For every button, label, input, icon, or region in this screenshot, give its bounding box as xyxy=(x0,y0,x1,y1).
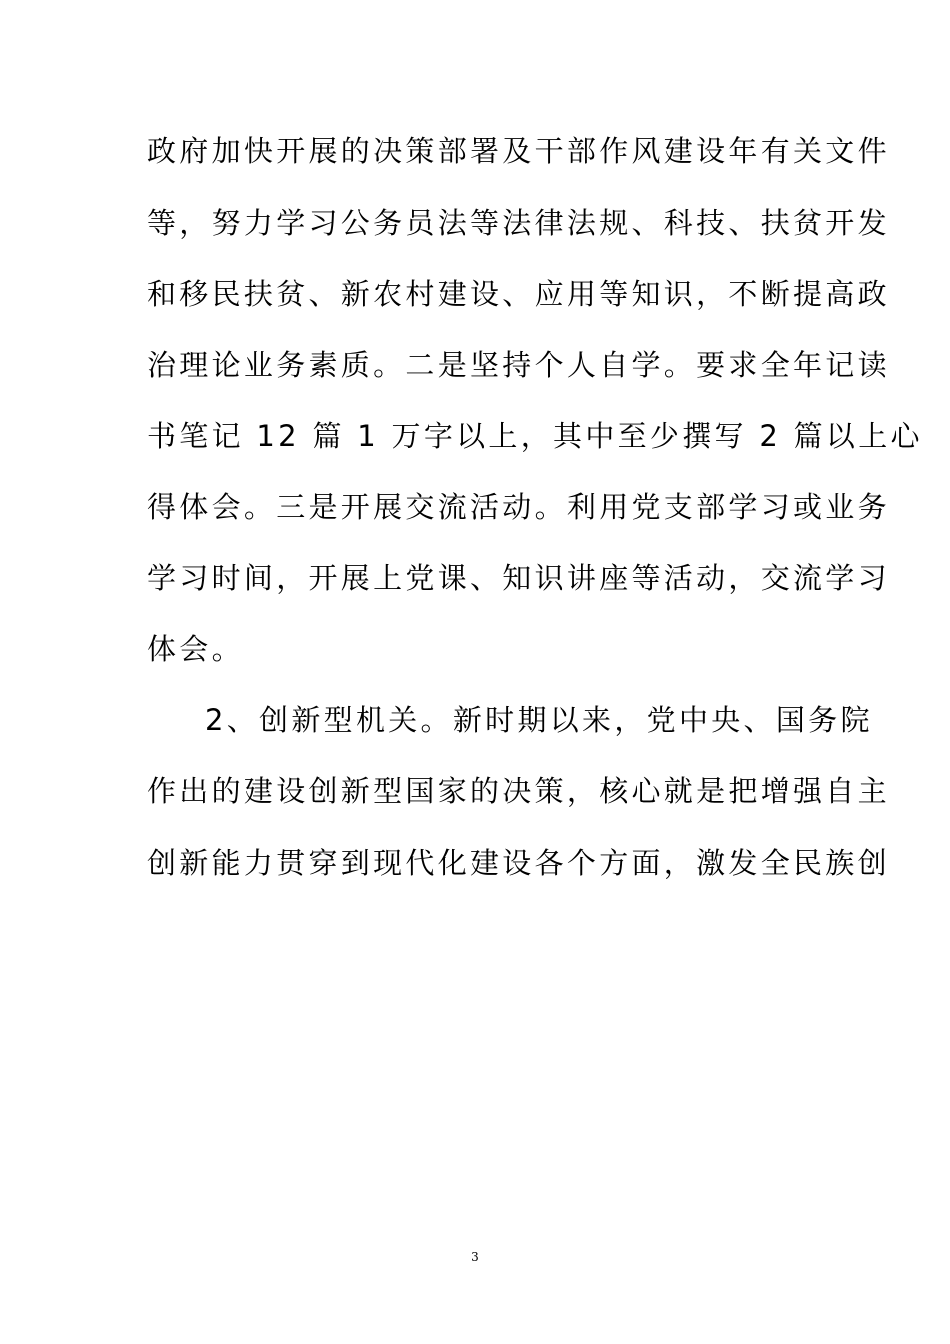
text-line-10: 作出的建设创新型国家的决策，核心就是把增强自主 xyxy=(147,774,890,808)
paragraph-2-first-line: 2、创新型机关。新时期以来，党中央、国务院 xyxy=(205,703,873,737)
text-line-8: 体会。 xyxy=(147,632,244,666)
text-line-11: 创新能力贯穿到现代化建设各个方面，激发全民族创 xyxy=(147,846,890,880)
text-line-5: 书笔记 12 篇 1 万字以上，其中至少撰写 2 篇以上心 xyxy=(147,419,923,453)
page-number: 3 xyxy=(471,1250,479,1264)
text-line-2: 等，努力学习公务员法等法律法规、科技、扶贫开发 xyxy=(147,206,890,240)
text-line-3: 和移民扶贫、新农村建设、应用等知识，不断提高政 xyxy=(147,277,890,311)
text-line-6: 得体会。三是开展交流活动。利用党支部学习或业务 xyxy=(147,490,890,524)
text-line-4: 治理论业务素质。二是坚持个人自学。要求全年记读 xyxy=(147,348,890,382)
text-line-1: 政府加快开展的决策部署及干部作风建设年有关文件 xyxy=(147,134,890,168)
text-line-7: 学习时间，开展上党课、知识讲座等活动，交流学习 xyxy=(147,561,890,595)
